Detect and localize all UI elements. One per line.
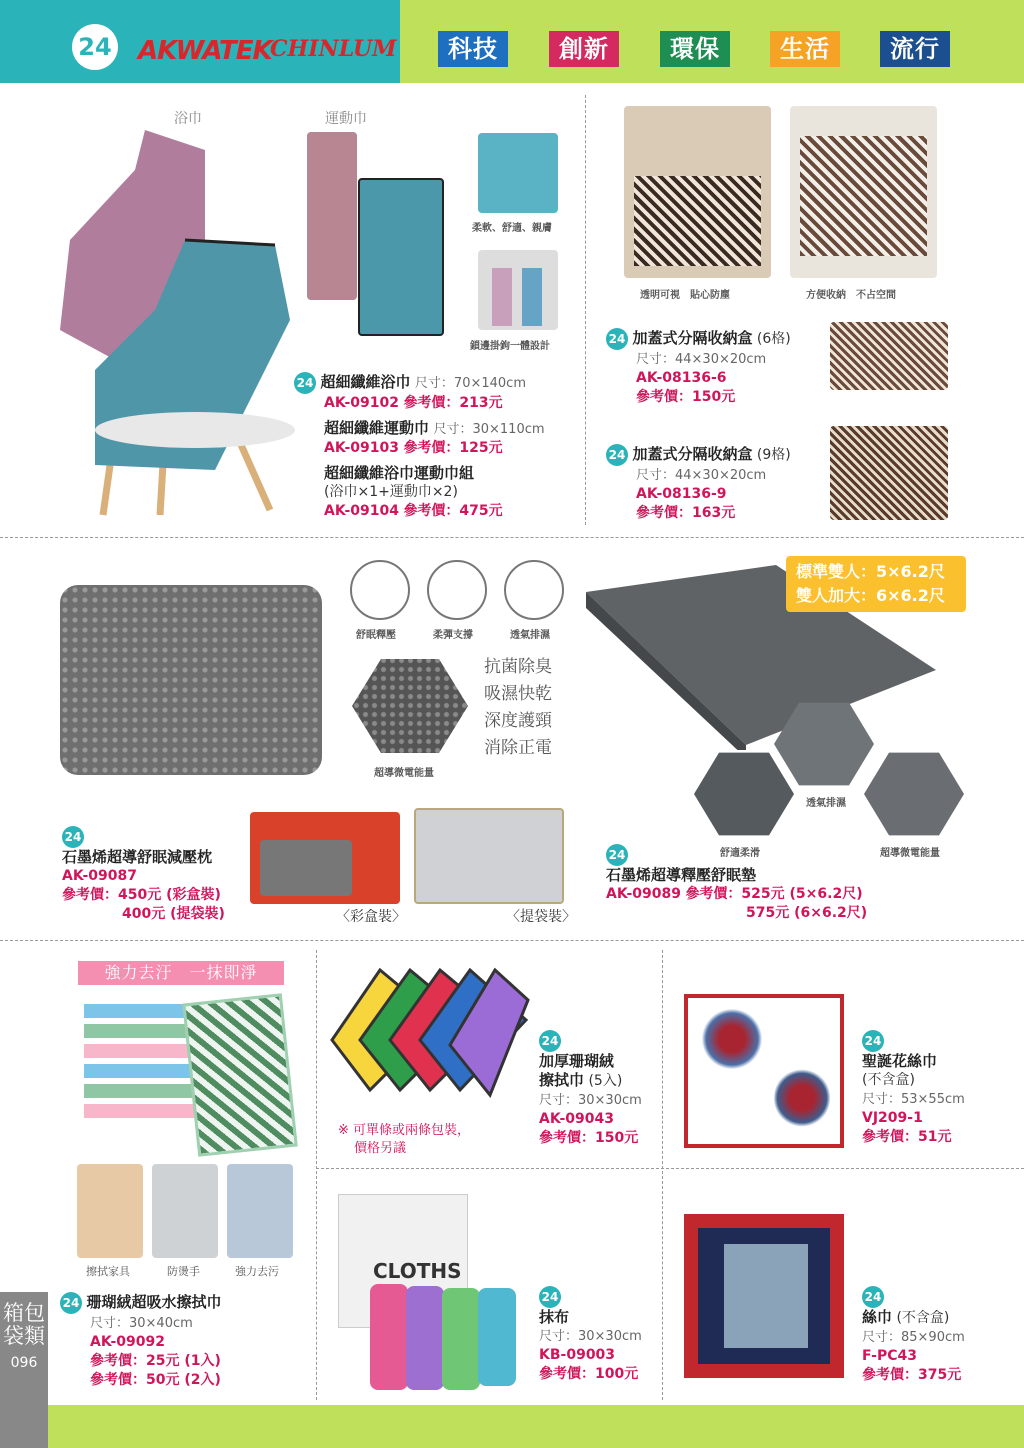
- size-large: 雙人加大：6×6.2尺: [796, 586, 945, 605]
- pillow-name: 石墨烯超導舒眠減壓枕: [62, 848, 213, 866]
- bath-towel-price: 參考價：213元: [403, 395, 503, 411]
- pillow-features: [484, 654, 564, 762]
- scarf-size: 尺寸：85×90cm: [862, 1330, 965, 1345]
- icon-label-3: 透氣排濕: [510, 630, 550, 641]
- silk-scarf-image: [684, 1214, 844, 1378]
- support-icon: [427, 560, 487, 620]
- thumb-label-3: 強力去污: [235, 1265, 279, 1278]
- chinlum-logo: CHINLUM: [270, 36, 397, 62]
- pillow-image: [60, 585, 322, 775]
- pillow-product-text: [62, 826, 252, 924]
- feature-neck: 深度護頸: [484, 711, 552, 731]
- icon-label-1: 舒眠釋壓: [356, 630, 396, 641]
- pillow-price-1: 參考價：450元 (彩盒裝): [62, 887, 221, 903]
- xmas-size: 尺寸：53×55cm: [862, 1092, 965, 1107]
- thick-spec: (5入): [588, 1073, 623, 1089]
- slogan-eco: 環保: [660, 31, 730, 67]
- coral-banner: 強力去汙 一抹即淨: [78, 961, 284, 985]
- footer-band: [0, 1405, 1024, 1448]
- mattress-product-text: [606, 844, 906, 923]
- storage6-size: 尺寸：44×30×20cm: [636, 352, 767, 367]
- bath-towel-label: 浴巾: [174, 111, 202, 127]
- slogan-innovation: 創新: [549, 31, 619, 67]
- feature-static: 消除正電: [484, 738, 552, 758]
- cloth-pack-text: CLOTHS: [373, 1259, 462, 1283]
- pillow-bag-image: [414, 808, 564, 904]
- storage9-price: 參考價：163元: [636, 505, 736, 521]
- storage-box-6-image: [830, 322, 948, 390]
- divider-v1: [585, 95, 586, 525]
- sport-towel-price: 參考價：125元: [403, 440, 503, 456]
- towel-set-name: 超細纖維浴巾運動巾組: [324, 464, 475, 482]
- coral-price-1: 參考價：25元 (1入): [90, 1353, 221, 1369]
- thick-price: 參考價：150元: [539, 1130, 639, 1146]
- coral-code: AK-09092: [90, 1334, 165, 1350]
- box-pack-label: 〈彩盒裝〉: [336, 909, 406, 925]
- xmas-price: 參考價：51元: [862, 1129, 952, 1145]
- coral-price-2: 參考價：50元 (2入): [90, 1372, 221, 1388]
- mattress-label-breathable: 透氣排濕: [806, 798, 846, 809]
- energy-label: 超導微電能量: [374, 768, 434, 779]
- cloth-code: KB-09003: [539, 1347, 616, 1363]
- thick-cloths-image: [330, 960, 530, 1120]
- towel-hook-closeup: [478, 250, 558, 330]
- divider-h1: [0, 537, 1024, 538]
- coral-size: 尺寸：30×40cm: [90, 1316, 193, 1331]
- scarf-sub: (不含盒): [896, 1310, 950, 1326]
- badge-24: 24: [606, 844, 628, 866]
- storage6-code: AK-08136-6: [636, 370, 727, 386]
- divider-h2: [0, 940, 1024, 941]
- cloth-purple: [406, 1286, 444, 1390]
- scarf-product-text: [862, 1286, 1002, 1385]
- thumb-label-1: 擦拭家具: [86, 1265, 130, 1278]
- thick-name-1: 加厚珊瑚絨: [539, 1052, 615, 1070]
- sport-towel-label: 運動巾: [325, 111, 367, 127]
- xmas-code: VJ209-1: [862, 1110, 923, 1126]
- coral-towel-green: [182, 993, 298, 1157]
- divider-v3: [662, 950, 663, 1400]
- feature-hook-label: 鎖邊掛鉤一體設計: [470, 341, 550, 352]
- badge-24: 24: [862, 1286, 884, 1308]
- pillow-gift-box-image: [250, 812, 400, 904]
- feature-quickdry: 吸濕快乾: [484, 684, 552, 704]
- breathable-icon: [504, 560, 564, 620]
- sport-towel-blue: [358, 178, 444, 336]
- badge-24: 24: [606, 328, 628, 350]
- storage-caption-2: 方便收納 不占空間: [806, 290, 896, 301]
- xmas-product-text: [862, 1030, 1002, 1147]
- storage-caption-1: 透明可視 貼心防塵: [640, 290, 730, 301]
- cloth-green: [442, 1288, 480, 1390]
- category-label: 箱包袋類: [3, 1301, 45, 1348]
- coral-name: 珊瑚絨超吸水擦拭巾: [86, 1293, 222, 1311]
- mattress-price-2: 575元 (6×6.2尺): [746, 905, 868, 921]
- cloth-name: 抹布: [539, 1308, 570, 1326]
- mattress-hex-energy: [864, 750, 964, 838]
- slogan-life: 生活: [770, 31, 840, 67]
- bath-towel-name: 超細纖維浴巾: [320, 373, 411, 391]
- icon-label-2: 柔彈支撐: [433, 630, 473, 641]
- size-standard: 標準雙人：5×6.2尺: [796, 562, 945, 581]
- page-number-badge: 24: [72, 24, 118, 70]
- storage6-name: 加蓋式分隔收納盒: [632, 329, 753, 347]
- thick-code: AK-09043: [539, 1111, 614, 1127]
- storage6-spec: (6格): [756, 331, 791, 347]
- sport-towel-code: AK-09103: [324, 440, 399, 456]
- storage9-size: 尺寸：44×30×20cm: [636, 468, 767, 483]
- storage9-name: 加蓋式分隔收納盒: [632, 445, 753, 463]
- cloth-product-text: [539, 1286, 659, 1384]
- thick-name-2: 擦拭巾: [539, 1071, 585, 1089]
- thick-size: 尺寸：30×30cm: [539, 1093, 642, 1108]
- towel-set-sub: (浴巾×1+運動巾×2): [324, 484, 458, 500]
- chair-towels-image: [55, 130, 305, 520]
- cloth-size: 尺寸：30×30cm: [539, 1329, 642, 1344]
- thick-note-2: 價格另議: [354, 1141, 407, 1156]
- storage9-code: AK-08136-9: [636, 486, 727, 502]
- mattress-name: 石墨烯超導釋壓舒眠墊: [606, 866, 757, 884]
- storage-product-9: [606, 444, 826, 523]
- sport-towel-size: 尺寸：30×110cm: [433, 422, 545, 437]
- thumb-label-2: 防燙手: [167, 1265, 200, 1278]
- feature-antibacterial: 抗菌除臭: [484, 657, 552, 677]
- scarf-price: 參考價：375元: [862, 1367, 962, 1383]
- thick-product-text: [539, 1030, 659, 1148]
- towel-set-code: AK-09104: [324, 503, 399, 519]
- towel-set-price: 參考價：475元: [403, 503, 503, 519]
- thumb-clean: [227, 1164, 293, 1258]
- xmas-sub: (不含盒): [862, 1072, 915, 1088]
- towel-products: [294, 372, 574, 521]
- storage6-price: 參考價：150元: [636, 389, 736, 405]
- divider-v2: [316, 950, 317, 1400]
- bath-towel-code: AK-09102: [324, 395, 399, 411]
- badge-24: 24: [862, 1030, 884, 1052]
- xmas-name: 聖誕花絲巾: [862, 1052, 938, 1070]
- pillow-code: AK-09087: [62, 868, 137, 884]
- mattress-code: AK-09089: [606, 886, 681, 902]
- category-side-tab: [0, 1292, 48, 1448]
- thick-note-1: ※ 可單條或兩條包裝，: [338, 1123, 471, 1138]
- storage9-spec: (9格): [756, 447, 791, 463]
- cloth-blue: [478, 1288, 516, 1386]
- coral-product-text: [60, 1292, 300, 1390]
- xmas-scarf-image: [684, 994, 844, 1148]
- mattress-hex-smooth: [694, 750, 794, 838]
- bath-towel-size: 尺寸：70×140cm: [414, 376, 526, 391]
- thumb-hot: [152, 1164, 218, 1258]
- mattress-label-smooth: 舒適柔滑: [720, 848, 760, 859]
- scarf-code: F-PC43: [862, 1348, 917, 1364]
- feature-soft-label: 柔軟、舒適、親膚: [472, 223, 552, 234]
- mattress-size-banner: [786, 556, 966, 612]
- scarf-name: 絲巾: [862, 1308, 893, 1326]
- badge-24: 24: [62, 826, 84, 848]
- slogan-trend: 流行: [880, 31, 950, 67]
- energy-hex-image: [352, 656, 468, 756]
- badge-24: 24: [606, 444, 628, 466]
- cloth-price: 參考價：100元: [539, 1366, 639, 1382]
- sleep-relief-icon: [350, 560, 410, 620]
- page-number: 096: [10, 1355, 38, 1371]
- badge-24: 24: [60, 1292, 82, 1314]
- akwatek-logo: AKWATEK: [138, 36, 272, 66]
- thumb-furniture: [77, 1164, 143, 1258]
- bag-pack-label: 〈提袋裝〉: [506, 909, 576, 925]
- pillow-price-2: 400元 (提袋裝): [122, 906, 225, 922]
- storage-box-9-image: [830, 426, 948, 520]
- sport-towel-name: 超細纖維運動巾: [324, 419, 430, 437]
- divider-h3: [316, 1168, 1024, 1169]
- storage-box-photo-1: [624, 106, 771, 278]
- towel-texture-closeup: [478, 133, 558, 213]
- badge-24: 24: [539, 1030, 561, 1052]
- sport-towel-pink: [307, 132, 357, 300]
- badge-24: 24: [294, 372, 316, 394]
- cloth-pink: [370, 1284, 408, 1390]
- mattress-price-1: 參考價：525元 (5×6.2尺): [685, 886, 863, 902]
- mattress-label-energy: 超導微電能量: [880, 848, 940, 859]
- storage-product-6: [606, 328, 826, 407]
- badge-24: 24: [539, 1286, 561, 1308]
- thick-note: [338, 1122, 470, 1158]
- slogan-tech: 科技: [438, 31, 508, 67]
- storage-box-photo-2: [790, 106, 937, 278]
